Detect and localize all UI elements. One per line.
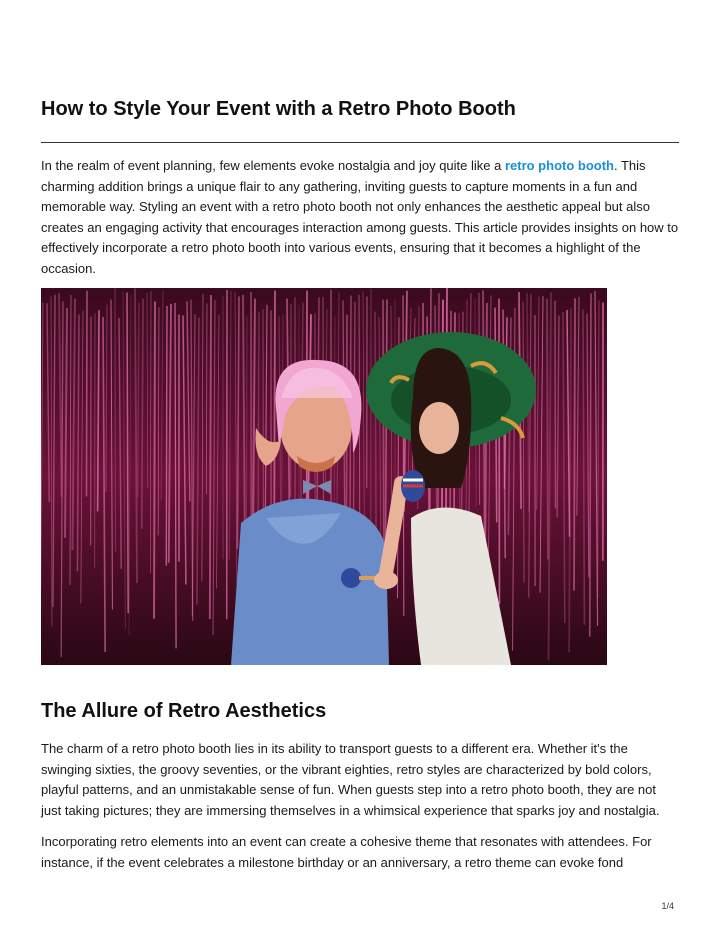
article-title: How to Style Your Event with a Retro Photo Booth (41, 98, 516, 120)
intro-text-after-link: . This charming addition brings a unique flair to any gathering, inviting guests to capture moments in a fun and memorable way. Styling an event with a retro photo booth not only enhances the aesthetic appeal but also creates an engaging activity that encourages interaction among guests. This article provides insights on how to effectively incorporate a retro photo booth into various events, ensuring that it becomes a highlight of the occasion. (41, 158, 679, 276)
section-paragraph-2: Incorporating retro elements into an event can create a cohesive theme that resonates with attendees. For instance, if the event celebrates a milestone birthday or an anniversary, a retro theme can evoke fond (41, 834, 652, 870)
tinsel-strand (547, 299, 548, 560)
title-divider (41, 142, 679, 143)
intro-paragraph (41, 156, 679, 279)
photo-booth-image (41, 288, 607, 665)
retro-photo-booth-link[interactable]: retro photo booth (504, 158, 614, 173)
tinsel-strand (574, 298, 575, 590)
tinsel-strand (166, 306, 167, 566)
tinsel-strand (115, 288, 116, 551)
intro-text-before-link: In the realm of event planning, few elements evoke nostalgia and joy quite like a (41, 158, 505, 173)
section-heading: The Allure of Retro Aesthetics (41, 700, 327, 722)
section-paragraph-1: The charm of a retro photo booth lies in its ability to transport guests to a different era. Whether it's the swinging sixties, the groovy seventies, or the vibrant eighties, retro styles are characterized by bold colors, playful patterns, and an unmistakable sense of fun. When guests step into a retro photo booth, they are not just taking pictures; they are immersing themselves in a whimsical experience that sparks joy and nostalgia. (41, 741, 660, 818)
tinsel-strand (154, 302, 155, 619)
tinsel-strand (274, 291, 275, 513)
photo-booth-illustration (41, 288, 607, 665)
tinsel-strand (210, 295, 211, 619)
page-number: 1/4 (661, 901, 674, 911)
tinsel-strand (86, 291, 87, 497)
